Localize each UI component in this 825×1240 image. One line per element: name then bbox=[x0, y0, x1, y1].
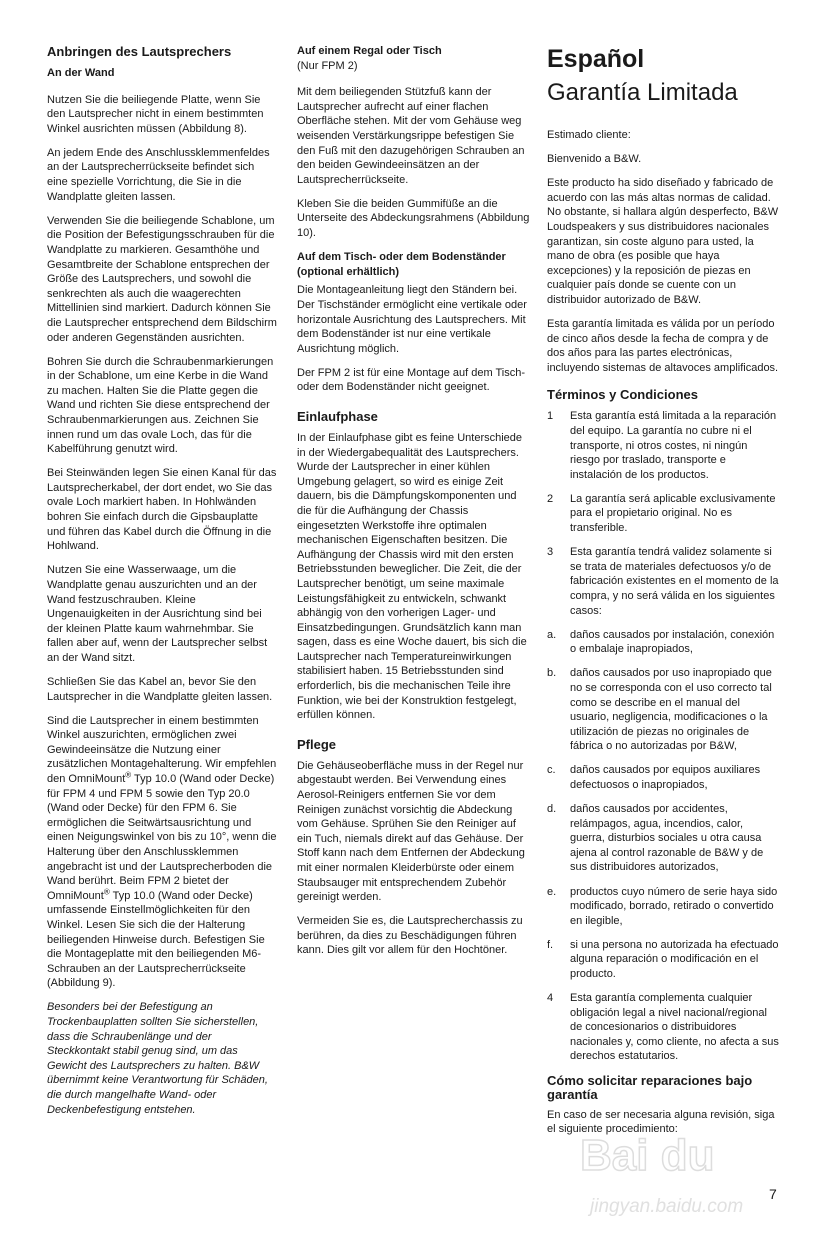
paragraph: Estimado cliente: bbox=[547, 129, 631, 141]
paragraph: In der Einlaufphase gibt es feine Unterschiede in der Wiedergabequalität des Lautsprechers. Wurde der Lautsprecher in einer kühlen Umgebung gelagert, so wird es einige Zeit dauern, bis die Dämpfungskomponenten und die für die Aufhängung der Chassis eingesetzten Werkstoffe ihre optimalen mechanischen Eigenschaften besitzen. Die Aufhängung der Chassis wird mit den ersten Betriebsstunden beweglicher. Die Zeit, die der Lautsprecher benötigt, um seine maximale Leistungsfähigkeit zu entwickeln, schwankt abhängig von den vorherigen Lager- und Einsatzbedingungen. Grundsätzlich kann man sagen, dass es eine Woche dauert, bis sich die Lautsprecher nach Temperatureinwirkungen stabilisiert haben. 15 Betriebsstunden sind erforderlich, bis die mechanischen Teile ihre Funktion, wie bei der Konstruktion festgelegt, erfüllen können. bbox=[297, 431, 527, 722]
paragraph: Schließen Sie das Kabel an, bevor Sie den Lautsprecher in die Wandplatte gleiten lassen. bbox=[47, 675, 273, 703]
watermark-logo: Bai du bbox=[580, 1131, 715, 1180]
list-item-text: Esta garantía está limitada a la reparación del equipo. La garantía no cubre ni el transporte, ni otros costes, ni ningún riesgo por traslado, transporte e instalación de los productos. bbox=[570, 410, 777, 481]
terms-list-item bbox=[547, 545, 779, 618]
terms-list-item bbox=[547, 802, 779, 875]
paragraph: Die Gehäuseoberfläche muss in der Regel nur abgestaubt werden. Bei Verwendung eines Aerosol-Reinigers entfernen Sie vor dem Reinigen zunächst vorsichtig die Abdeckung vom Gehäuse. Sprühen Sie den Reiniger auf ein Tuch, niemals direkt auf das Gehäuse. Der Stoff kann nach dem Entfernen der Abdeckung mit einer normalen Kleiderbürste oder einem Staubsauger mit entsprechendem Zubehör gereinigt werden. bbox=[297, 759, 525, 904]
paragraph: Kleben Sie die beiden Gummifüße an die Unterseite des Abdeckungsrahmens (Abbildung 10). bbox=[297, 197, 530, 240]
list-item-text: si una persona no autorizada ha efectuado alguna reparación o modificación en el producto. bbox=[570, 938, 779, 980]
paragraph: Nutzen Sie eine Wasserwaage, um die Wandplatte genau auszurichten und an der Wand festzuschrauben. Kleine Ungenauigkeiten in der Ausrichtung sind bei der kleinen Platte kaum wahrnehmbar. Sie fallen aber auf, wenn der Lautsprecher selbst an der Wand sitzt. bbox=[47, 564, 268, 664]
list-item-text: Esta garantía tendrá validez solamente si se trata de materiales defectuosos y/o de fabricación existentes en el momento de la compra, y no será válida en los siguientes casos: bbox=[570, 546, 779, 617]
section-title-burn-in: Einlaufphase bbox=[297, 408, 378, 424]
warranty-title: Garantía Limitada bbox=[547, 79, 738, 106]
list-marker: b. bbox=[547, 667, 557, 680]
list-marker: c. bbox=[547, 764, 556, 777]
section-title-care: Pflege bbox=[297, 736, 337, 752]
paragraph: Bei Steinwänden legen Sie einen Kanal für das Lautsprecherkabel, der dort endet, wo Sie das ovale Loch markiert haben. In Hohlwänden bohren Sie einfach durch die Gipsbauplatte und führen das Kabel durch die Öffnung in die Hohlwand. bbox=[47, 467, 277, 553]
subsection-note-shelf: (Nur FPM 2) bbox=[297, 59, 358, 72]
text-run: Typ 10.0 (Wand oder Decke) für FPM 4 und FPM 5 sowie den Typ 20.0 (Wand oder Decke) für den FPM 6. Sie ermöglichen die Seitwärtsausrichtung und einen Neigungswinkel von bis zu 10°, wenn die Halterung über den Anschlussklemmen angebracht ist und der Lautsprecherboden die Wand berührt. Beim FPM 2 bietet der OmniMount bbox=[47, 773, 277, 902]
list-marker: 3 bbox=[547, 546, 554, 559]
list-marker: a. bbox=[547, 628, 557, 641]
terms-list-item bbox=[547, 763, 779, 792]
paragraph: Esta garantía limitada es válida por un período de cinco años desde la fecha de compra y de dos años para las partes electrónicas, incluyendo sistemas de altavoces amplificados. bbox=[547, 318, 779, 374]
subsection-title-stand: Auf dem Tisch- oder dem Bodenständer (optional erhältlich) bbox=[297, 251, 506, 278]
column-spanish-warranty bbox=[547, 44, 779, 1146]
paragraph: Nutzen Sie die beiliegende Platte, wenn Sie den Lautsprecher nicht in einem bestimmten Winkel ausrichten müssen (Abbildung 8). bbox=[47, 93, 264, 135]
watermark-url: jingyan.baidu.com bbox=[590, 1196, 744, 1217]
subsection-title-shelf: Auf einem Regal oder Tisch bbox=[297, 45, 442, 57]
paragraph: An jedem Ende des Anschlussklemmenfeldes an der Lautsprecherrückseite befindet sich eine spezielle Vorrichtung, die Sie in die Wandplatte gleiten lassen. bbox=[47, 146, 270, 203]
text-run: Sind die Lautsprecher in einem bestimmten Winkel auszurichten, ermöglichen zwei Gewindeeinsätze die Nutzung einer zusätzlichen Montagehalterung. Wir empfehlen den OmniMount bbox=[47, 714, 277, 786]
section-title-repair: Cómo solicitar reparaciones bajo garantía bbox=[547, 1072, 753, 1102]
note-paragraph: Besonders bei der Befestigung an Trockenbauplatten sollten Sie sicherstellen, dass die Schraubenlänge und der Steckkontakt stabil genug sind, um das Gewicht des Lautsprechers zu halten. B&W übernimmt keine Verantwortung für Schäden, die durch mangelhafte Wand- oder Deckenbefestigung entstehen. bbox=[47, 1001, 268, 1116]
paragraph: Die Montageanleitung liegt den Ständern bei. Der Tischständer ermöglicht eine vertikale oder horizontale Ausrichtung des Lautsprechers. Mit dem Bodenständer ist nur eine vertikale Ausrichtung möglich. bbox=[297, 284, 527, 355]
list-marker: e. bbox=[547, 885, 557, 898]
paragraph: Bienvenido a B&W. bbox=[547, 153, 642, 166]
terms-list-item bbox=[547, 628, 779, 657]
subsection-title-wall: An der Wand bbox=[47, 67, 115, 79]
terms-list-item bbox=[547, 885, 779, 929]
list-item-text: La garantía será aplicable exclusivamente para el propietario original. No es transferible. bbox=[570, 492, 776, 535]
registered-mark: ® bbox=[125, 770, 132, 780]
paragraph: En caso de ser necesaria alguna revisión, siga el siguiente procedimiento: bbox=[547, 1108, 775, 1136]
list-item-text: daños causados por instalación, conexión o embalaje inapropiados, bbox=[570, 628, 775, 656]
section-title-mounting: Anbringen des Lautsprechers bbox=[47, 44, 232, 59]
language-heading: Español bbox=[547, 45, 645, 73]
list-item-text: productos cuyo número de serie haya sido modificado, borrado, retirado o convertido en ilegible, bbox=[570, 885, 778, 927]
page-number: 7 bbox=[769, 1186, 777, 1202]
list-marker: 2 bbox=[547, 492, 554, 505]
paragraph: Este producto ha sido diseñado y fabricado de acuerdo con las más altas normas de calidad. No obstante, si hallara algún desperfecto, B&W Loudspeakers y sus distribuidores nacionales garantizan, sin coste alguno para usted, la mano de obra (es posible que haya excepciones) y la reposición de piezas en cualquier país donde se cuente con un distribuidor autorizado de B&W. bbox=[547, 177, 779, 306]
list-marker: 4 bbox=[547, 992, 554, 1005]
list-item-text: Esta garantía complementa cualquier obligación legal a nivel nacional/regional de concesionarios o distribuidores nacionales y, como cliente, no afecta a sus derechos estatutarios. bbox=[570, 992, 779, 1063]
list-item-text: daños causados por accidentes, relámpagos, agua, incendios, calor, guerra, disturbios sociales u otra causa ajena al control razonable de B&W y de sus distribuidores autorizados, bbox=[570, 803, 764, 874]
paragraph: Vermeiden Sie es, die Lautsprecherchassis zu berühren, da dies zu Beschädigungen führen kann. Dies gilt vor allem für den Hochtöner. bbox=[297, 915, 523, 957]
terms-list-item bbox=[547, 409, 779, 482]
list-marker: d. bbox=[547, 803, 557, 816]
list-marker: 1 bbox=[547, 410, 554, 423]
registered-mark: ® bbox=[103, 887, 110, 897]
paragraph: Verwenden Sie die beiliegende Schablone, um die Position der Befestigungsschrauben für die Wandplatte zu markieren. Gesamthöhe und Gesamtbreite der Schablone entsprechen der Größe des Lautsprechers, und sowohl die senkrechten als auch die waagerechten Mittellinien sind markiert. Dadurch können Sie die Lautsprecher entsprechend dem Bildschirm oder anderen Gegenständen ausrichten. bbox=[47, 214, 277, 344]
paragraph-omnimount bbox=[47, 714, 277, 991]
list-item-text: daños causados por uso inapropiado que no se corresponda con el uso correcto tal como se describe en el manual del usuario, negligencia, modificaciones o la utilización de piezas no originales de fábrica o no autorizadas por B&W, bbox=[570, 667, 772, 753]
paragraph: Bohren Sie durch die Schraubenmarkierungen in der Schablone, um eine Kerbe in die Wand zu machen. Halten Sie die Platte gegen die Wand und richten Sie diese entsprechend der Schraubenmarkierungen aus. Zeichnen Sie innen rund um das ovale Loch, das für die Kabelführung genutzt wird. bbox=[47, 355, 274, 456]
paragraph: Mit dem beiliegenden Stützfuß kann der Lautsprecher aufrecht auf einer flachen Oberfläche stehen. Mit der vom Gehäuse weg weisenden Verstärkungsrippe befestigen Sie den Fuß mit den dazugehörigen Schrauben an den beiden Gewindeeinsätzen an der Lautsprecherrückseite. bbox=[297, 86, 525, 186]
terms-list-item bbox=[547, 938, 779, 982]
terms-list-item bbox=[547, 666, 779, 754]
column-german-placement bbox=[297, 44, 530, 968]
column-german-mounting bbox=[47, 44, 277, 1127]
terms-list-item bbox=[547, 492, 779, 536]
list-marker: f. bbox=[547, 938, 554, 951]
list-item-text: daños causados por equipos auxiliares defectuosos o inapropiados, bbox=[570, 764, 761, 791]
terms-list-item bbox=[547, 991, 779, 1064]
paragraph: Der FPM 2 ist für eine Montage auf dem Tisch- oder dem Bodenständer nicht geeignet. bbox=[297, 366, 526, 394]
section-title-terms: Términos y Condiciones bbox=[547, 387, 698, 403]
text-run: Typ 10.0 (Wand oder Decke) umfassende Einstellmöglichkeiten für den Winkel. Lesen Sie sich die der Halterung beiliegenden Hinweise durch. Befestigen Sie die Montageplatte mit den beiliegenden M6-Schrauben an der Lautsprecherrückseite (Abbildung 9). bbox=[47, 889, 265, 990]
